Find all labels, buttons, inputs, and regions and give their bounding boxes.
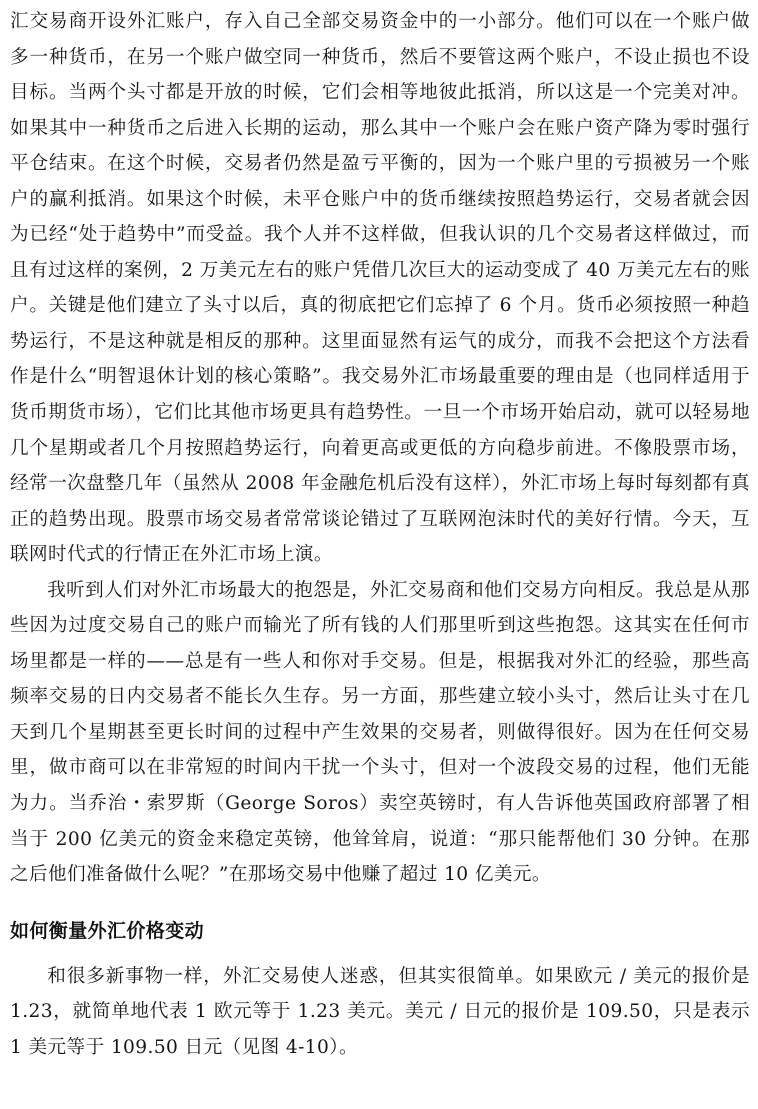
section-heading: 如何衡量外汇价格变动 [10,919,205,942]
body-paragraph-continued: 汇交易商开设外汇账户，存入自己全部交易资金中的一小部分。他们可以在一个账户做多一种货币，在另一个账户做空同一种货币，然后不要管这两个账户，不设止损也不设目标。当两个头寸都是开放的时候，它们会相等地彼此抵消，所以这是一个完美对冲。如果其中一种货币之后进入长期的运动，那么其中一个账户会在账户资产降为零时强行平仓结束。在这个时候，交易者仍然是盈亏平衡的，因为一个账户里的亏损被另一个账户的赢利抵消。如果这个时候，未平仓账户中的货币继续按照趋势运行，交易者就会因为已经“处于趋势中”而受益。我个人并不这样做，但我认识的几个交易者这样做过，而且有过这样的案例，2 万美元左右的账户凭借几次巨大的运动变成了 40 万美元左右的账户。关键是他们建立了头寸以后，真的彻底把它们忘掉了 6 个月。货币必须按照一种趋势运行，不是这种就是相反的那种。这里面显然有运气的成分，而我不会把这个方法看作是什么“明智退休计划的核心策略”。我交易外汇市场最重要的理由是（也同样适用于货币期货市场），它们比其他市场更具有趋势性。一旦一个市场开始启动，就可以轻易地几个星期或者几个月按照趋势运行，向着更高或更低的方向稳步前进。不像股票市场，经常一次盘整几年（虽然从 2008 年金融危机后没有这样），外汇市场上每时每刻都有真正的趋势出现。股票市场交易者常常谈论错过了互联网泡沫时代的美好行情。今天，互联网时代式的行情正在外汇市场上演。 [10,11,750,566]
section-body-paragraph: 和很多新事物一样，外汇交易使人迷惑，但其实很简单。如果欧元 / 美元的报价是 1.23，就简单地代表 1 欧元等于 1.23 美元。美元 / 日元的报价是 109.50，只是表示 1 美元等于 109.50 日元（见图 4-10）。 [10,965,750,1058]
body-paragraph: 我听到人们对外汇市场最大的抱怨是，外汇交易商和他们交易方向相反。我总是从那些因为过度交易自己的账户而输光了所有钱的人们那里听到这些抱怨。这其实在任何市场里都是一样的——总是有一些人和你对手交易。但是，根据我对外汇的经验，那些高频率交易的日内交易者不能长久生存。另一方面，那些建立较小头寸，然后让头寸在几天到几个星期甚至更长时间的过程中产生效果的交易者，则做得很好。因为在任何交易里，做市商可以在非常短的时间内干扰一个头寸，但对一个波段交易的过程，他们无能为力。当乔治・索罗斯（George Soros）卖空英镑时，有人告诉他英国政府部署了相当于 200 亿美元的资金来稳定英镑，他耸耸肩，说道：“那只能帮他们 30 分钟。在那之后他们准备做什么呢？”在那场交易中他赚了超过 10 亿美元。 [10,579,750,886]
